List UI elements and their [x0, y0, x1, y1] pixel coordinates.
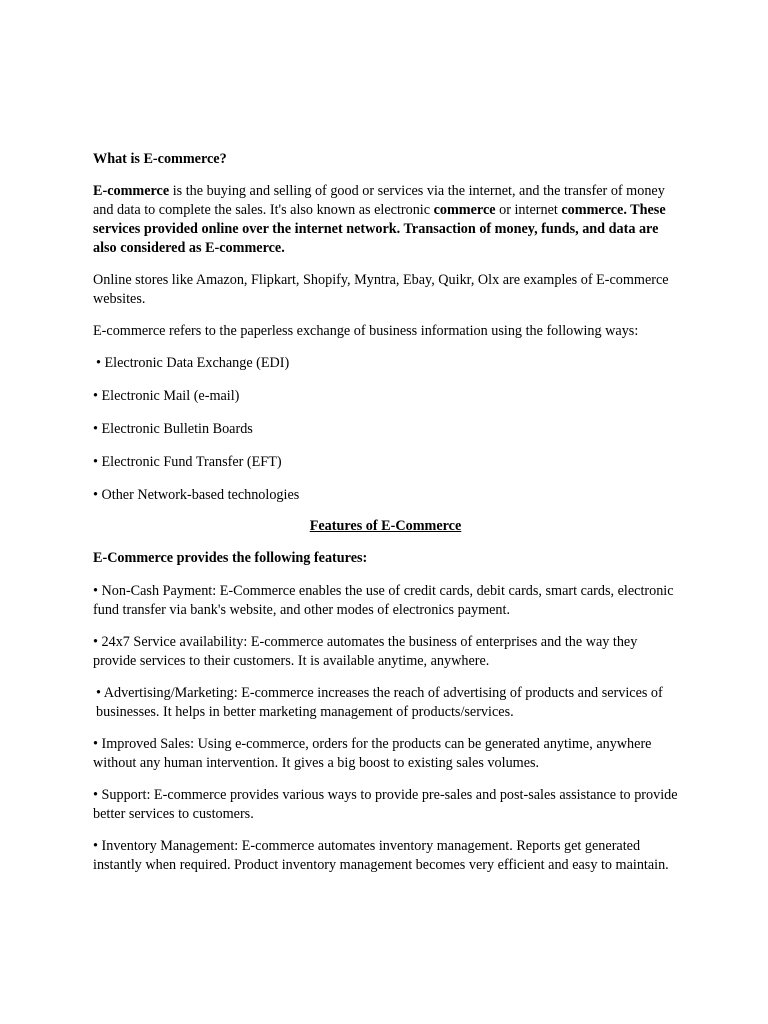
- intro-paragraph: [93, 182, 678, 258]
- feature-item: • Support: E-commerce provides various ways to provide pre-sales and post-sales assistance to provide better services to customers.: [93, 787, 678, 822]
- list-item: • Other Network-based technologies: [93, 487, 300, 503]
- intro-text-2: or internet: [495, 202, 562, 218]
- features-intro: E-Commerce provides the following features:: [93, 550, 368, 566]
- intro-term: E-commerce: [93, 183, 170, 199]
- feature-item: • Inventory Management: E-commerce automates inventory management. Reports get generated instantly when required. Product inventory management becomes very efficient and easy to maintain.: [93, 838, 669, 873]
- feature-item: • Advertising/Marketing: E-commerce increases the reach of advertising of products and services of businesses. It helps in better marketing management of products/services.: [96, 685, 663, 720]
- ways-list: [93, 354, 678, 505]
- document-body: [93, 150, 678, 888]
- list-item: • Electronic Bulletin Boards: [93, 421, 253, 437]
- doc-heading: What is E-commerce?: [93, 151, 227, 167]
- intro-text-1: is the buying and selling of good or services via the internet, and the transfer of money and data to complete the sales. It's also known as electronic: [93, 183, 665, 218]
- stores-paragraph: Online stores like Amazon, Flipkart, Shopify, Myntra, Ebay, Quikr, Olx are examples of E-commerce websites.: [93, 272, 669, 307]
- list-item: • Electronic Mail (e-mail): [93, 388, 240, 404]
- features-list: [93, 582, 678, 875]
- list-item: • Electronic Data Exchange (EDI): [96, 355, 290, 371]
- list-item: • Electronic Fund Transfer (EFT): [93, 454, 282, 470]
- intro-bold-sentence: commerce. These services provided online over the internet network. Transaction of money, funds, and data are also considered as E-commerce.: [93, 202, 666, 256]
- feature-item: • Improved Sales: Using e-commerce, orders for the products can be generated anytime, anywhere without any human intervention. It gives a big boost to existing sales volumes.: [93, 736, 652, 771]
- feature-item: • Non-Cash Payment: E-Commerce enables the use of credit cards, debit cards, smart cards, electronic fund transfer via bank's website, and other modes of electronics payment.: [93, 583, 674, 618]
- features-section-title: Features of E-Commerce: [309, 518, 462, 534]
- intro-term-2: commerce: [433, 202, 496, 218]
- feature-item: • 24x7 Service availability: E-commerce automates the business of enterprises and the way they provide services to their customers. It is available anytime, anywhere.: [93, 634, 638, 669]
- refers-paragraph: E-commerce refers to the paperless exchange of business information using the following ways:: [93, 323, 639, 339]
